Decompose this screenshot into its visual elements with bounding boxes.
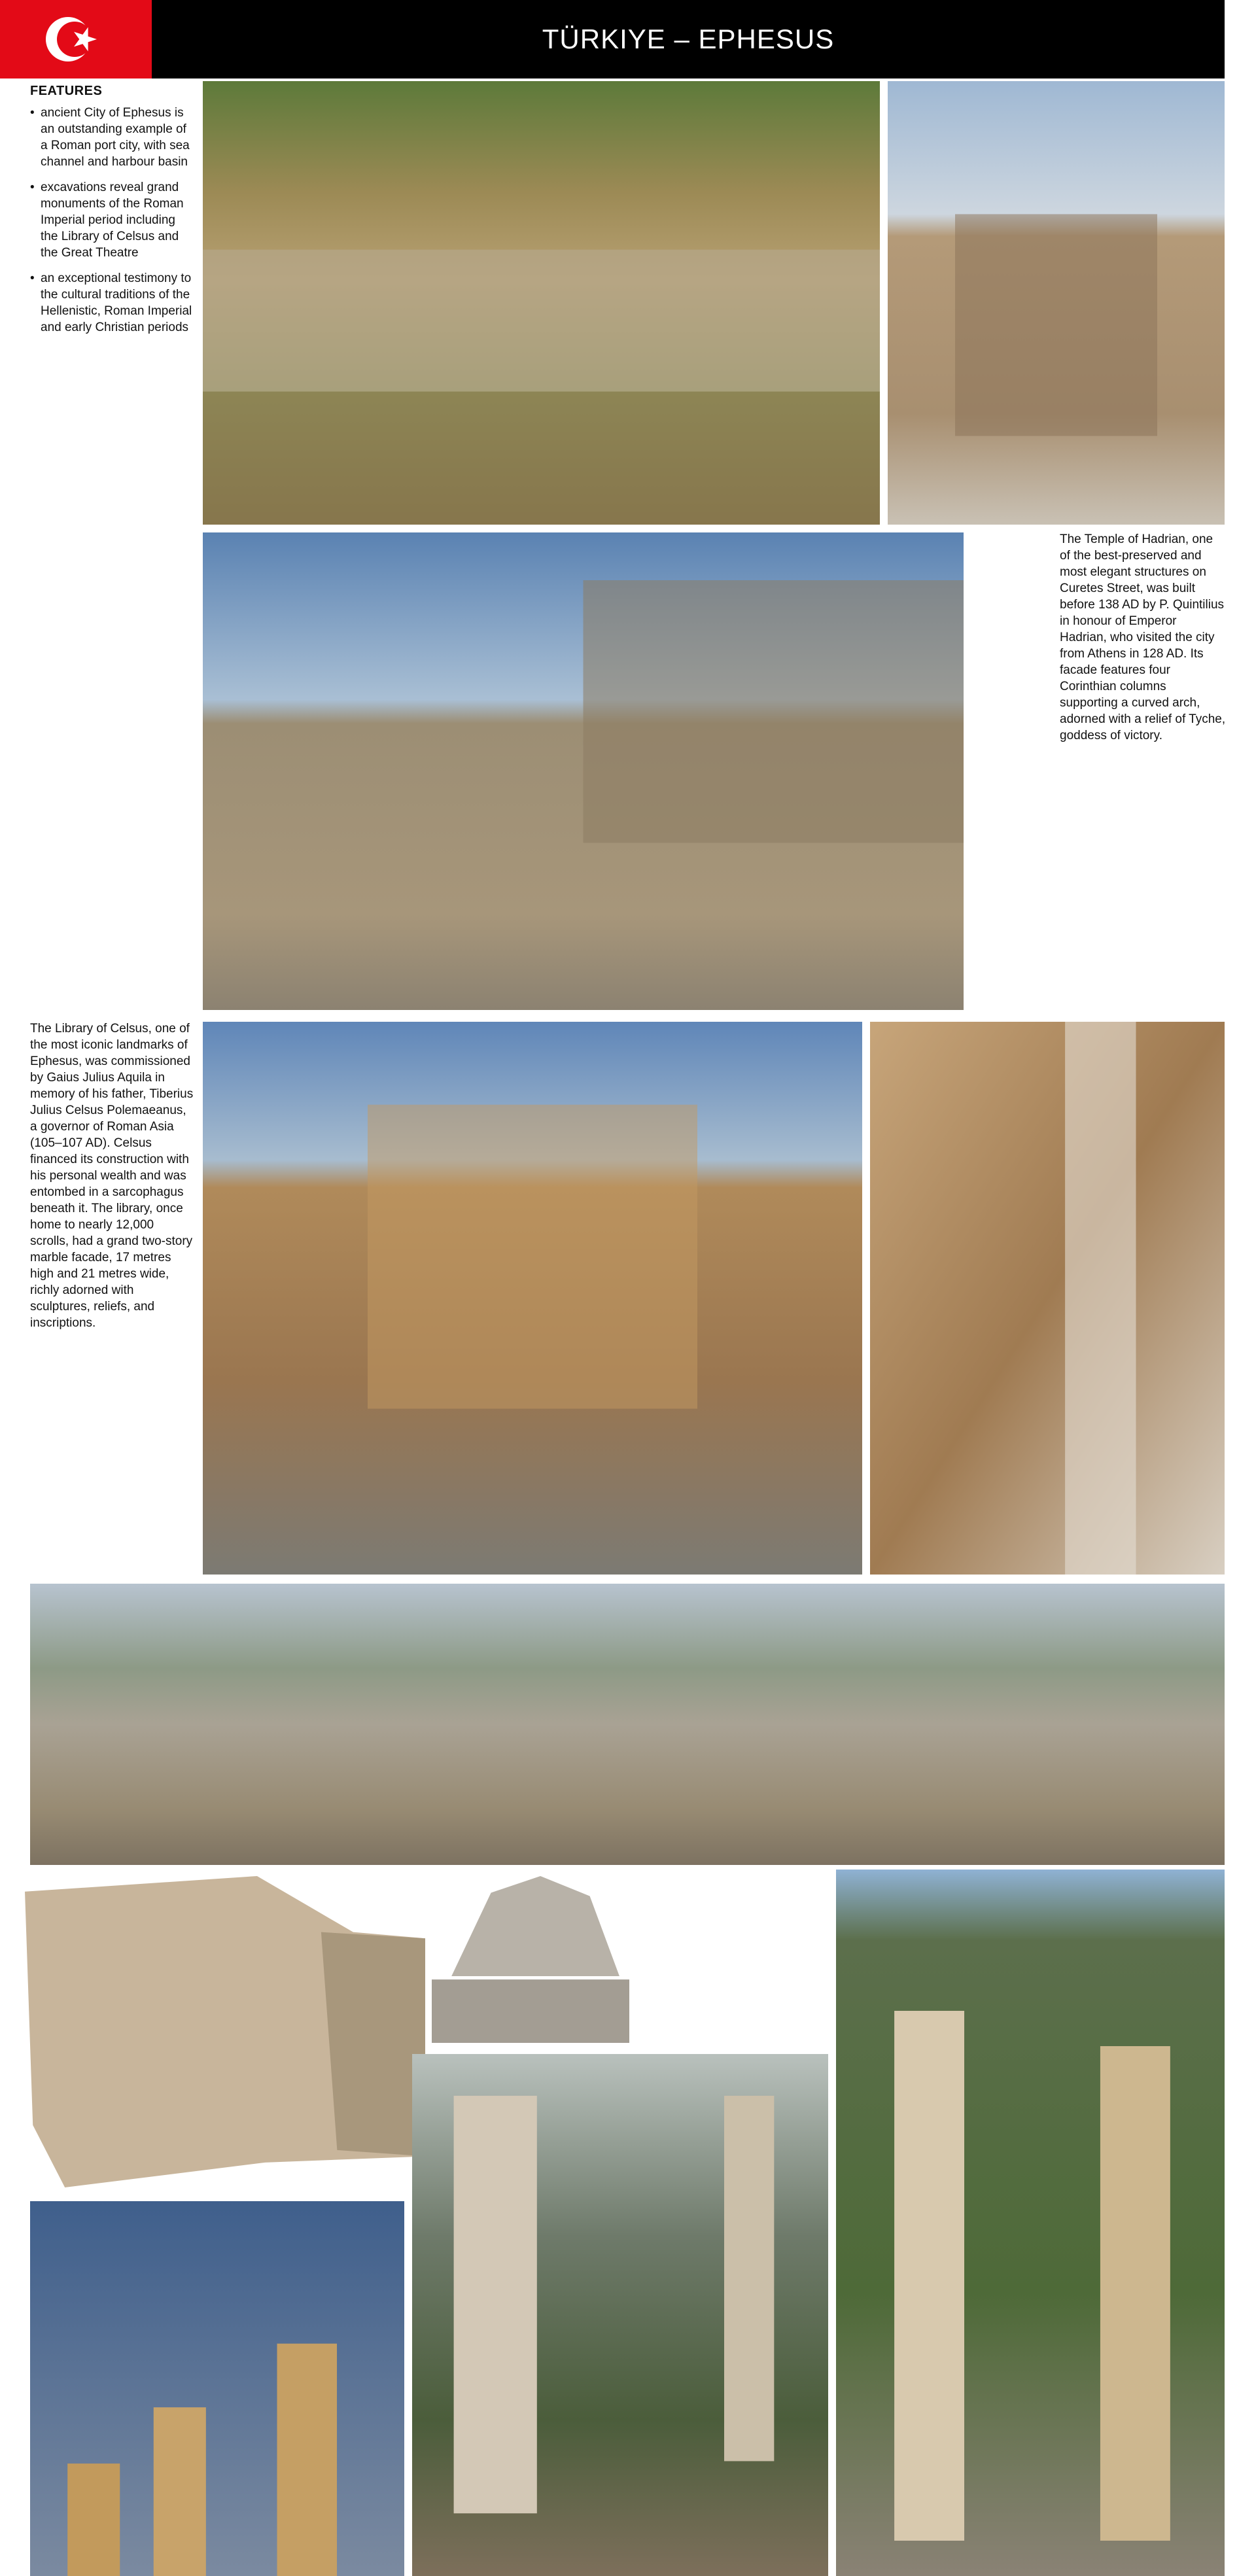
photo-curetes-street-ruins (203, 532, 964, 1010)
features-heading: FEATURES (30, 84, 103, 98)
photo-statue-gate (412, 2054, 828, 2576)
caption-temple-of-hadrian: The Temple of Hadrian, one of the best-preserved and most elegant structures on Curetes Street, was built before 138 AD by P. Quintilius in honour of Emperor Hadrian, who visited the city from Athens in 128 AD. Its facade features four Corinthian columns supporting a curved arch, adorned with a relief of Tyche, goddess of victory. (1060, 532, 1226, 742)
feature-item: • an exceptional testimony to the cultural traditions of the Hellenistic, Roman Imperial and early Christian periods (30, 270, 194, 336)
photo-column-ruin (836, 1870, 1225, 2576)
photo-nike-relief (25, 1876, 425, 2187)
features-list (30, 105, 194, 345)
feature-item: • ancient City of Ephesus is an outstanding example of a Roman port city, with sea channel and harbour basin (30, 105, 194, 170)
photo-column-capitals (30, 2201, 404, 2576)
caption-library-of-celsus: The Library of Celsus, one of the most iconic landmarks of Ephesus, was commissioned by Gaius Julius Aquila in memory of his father, Tiberius Julius Celsus Polemaeanus, a governor of Roman Asia (105–107 AD). Celsus financed its construction with his personal wealth and was entombed in a sarcophagus beneath it. The library, once home to nearly 12,000 scrolls, had a grand two-story marble facade, 17 metres high and 21 metres wide, richly adorned with sculptures, reliefs, and inscriptions. (30, 1022, 194, 1330)
photo-great-theatre (203, 81, 880, 525)
turkish-flag-icon (0, 0, 152, 78)
photo-ornamental-fragment (432, 1876, 629, 2043)
feature-item: • excavations reveal grand monuments of the Roman Imperial period including the Library of Celsus and the Great Theatre (30, 179, 194, 261)
photo-library-column-detail (870, 1022, 1225, 1575)
photo-panorama-colonnade (30, 1584, 1225, 1865)
photo-library-of-celsus (203, 1022, 862, 1575)
photo-temple-of-hadrian (888, 81, 1225, 525)
page-title: TÜRKIYE – EPHESUS (542, 24, 835, 54)
